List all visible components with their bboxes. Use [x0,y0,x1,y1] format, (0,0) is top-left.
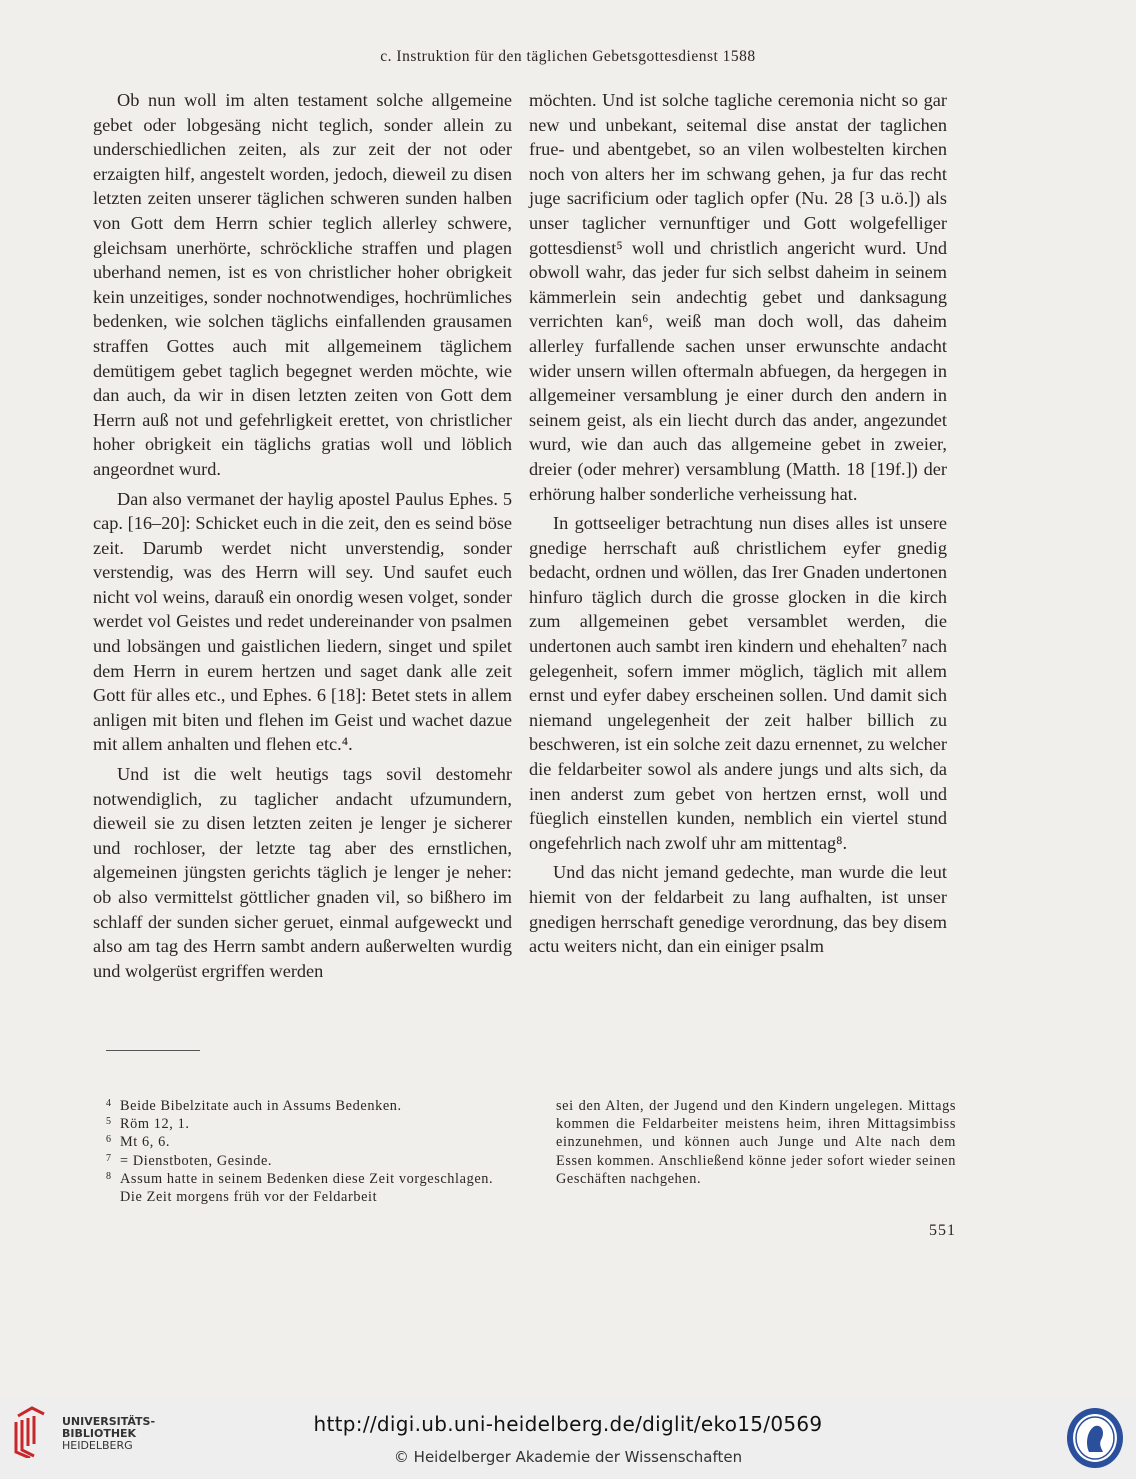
paragraph: Ob nun woll im alten testament solche allgemeine gebet oder lobgesäng nicht teglich, sonder allein zu underschiedlichen zeiten, als zur zeit der not oder erzaigten hilf, angestelt worden, jedoch, dieweil zu disen letzten zeiten unserer täglichen schweren sunden halben von Gott dem Herrn schier teglich allerley schwere, gleichsam unerhörte, schröckliche straffen und plagen uberhand nemen, ist es von christlicher hoher obrigkeit kein unzeitiges, sonder nochnotwendiges, hochrümliches bedenken, wie solchen täglichs einfallenden grausamen straffen Gottes auch mit allgemeinem täglichem demütigem gebet taglich begegnet werden möchte, wie dan auch, da wir in disen letzten zeiten von Gott dem Herrn auß not und gefehrligkeit erettet, von christlicher hoher obrigkeit ein täglichs gratias woll und löblich angeordnet wurd. [93,90,512,479]
paragraph: Und das nicht jemand gedechte, man wurde die leut hiemit von der feldarbeit zu lang aufhalten, ist unser gnedigen herrschaft genedige verordnung, das bey disem actu weiters nicht, dan ein einiger psalm [529,862,947,957]
footnote-text: Assum hatte in seinem Bedenken diese Zeit vorgeschlagen. Die Zeit morgens früh vor der Feldarbeit [120,1170,494,1206]
footnote [106,1115,518,1133]
paragraph: möchten. Und ist solche tagliche ceremonia nicht so gar new und unbekant, seitemal dise anstat der taglichen frue- und abentgebet, so an vilen wolbestelten kirchen noch von alters her im schwang gehen, ja fur das recht juge sacrificium oder taglich opfer (Nu. 28 [3 u.ö.]) als unser taglicher vernunftiger und Gott wolgefelliger gottesdienst⁵ woll und christlich angericht wurd. Und obwoll wahr, das jeder fur sich selbst daheim in seinem kämmerlein sein andechtig gebet und danksagung verrichten kan⁶, weiß man doch woll, das daheim allerley furfallende sachen unser erwunschte andacht wider unsern willen oftermaln abfuegen, da hergegen in allgemeiner versamblung je einer durch den andern in seinem geist, als ein liecht durch das ander, angezundet wurd, wie dan auch das allgemeine gebet in zweier, dreier (oder mehrer) versamblung (Matth. 18 [19f.]) der erhörung halber sonderliche verheissung hat. [529,90,947,504]
footnote [106,1170,518,1206]
footnote-text: Beide Bibelzitate auch in Assums Bedenken. [120,1098,402,1114]
permalink-url[interactable]: http://digi.ub.uni-heidelberg.de/diglit/eko15/0569 [313,1412,823,1436]
footnote-number: 8 [106,1170,112,1182]
footnote-text: = Dienstboten, Gesinde. [120,1152,273,1169]
academy-seal-icon[interactable] [1065,1406,1125,1470]
library-name-line: UNIVERSITÄTS- [62,1415,156,1428]
library-name-line: HEIDELBERG [62,1439,133,1452]
paragraph: Und ist die welt heutigs tags sovil destomehr notwendiglich, zu taglicher andacht ufzumundern, dieweil sie zu disen letzten zeiten je lenger je sicherer und rochloser, der letzte tag aber des ernstlichen, algemeinen jüngsten gerichts täglich je lenger je neher: ob also vermittelst göttlicher gnaden vil, so bißhero im schlaff der sunden sicher geruet, einmal aufgeweckt und also am tag des Herrn sambt andern außerwelten wurdig und wolgerüst ergriffen werden [93,764,512,981]
footnote-text: Mt 6, 6. [120,1134,171,1151]
footnotes-left [106,1097,518,1206]
paragraph: In gottseeliger betrachtung nun dises alles ist unsere gnedige herrschaft auß christlichem eyfer gnedig bedacht, ordnen und wöllen, das Irer Gnaden undertonen hinfuro täglich durch die grosse glocken in die kirch zum allgemeinen gebet versamblet werden, die undertonen auch sambt iren kindern und ehehalten⁷ nach gelegenheit, sofern immer möglich, täglich mit allem ernst und eyfer dabey erscheinen sollen. Und damit sich niemand ungelegenheit der zeit halber billich zu beschweren, ist ein solche zeit dazu ernennet, zu welcher die feldarbeiter sowol als andere jungs und alts sich, da inen anderst zum gebet von hertzen ernst, woll und füeglich einstellen kunden, nemblich ein viertel stund ongefehrlich nach zwolf uhr am mittentag⁸. [529,513,947,853]
footnote-continuation: sei den Alten, der Jugend und den Kindern ungelegen. Mittags kommen die Feldarbeiter meistens heim, ihren Mittagsimbiss einzunehmen, und können auch Junge und Alte nach dem Essen kommen. Anschließend könne jeder sofort wieder seinen Geschäften nachgehen. [556,1098,956,1187]
page-number: 551 [929,1222,956,1239]
footnote-number: 7 [106,1152,112,1164]
library-name-line: BIBLIOTHEK [62,1427,137,1440]
footnote [106,1097,518,1115]
paragraph: Dan also vermanet der haylig apostel Paulus Ephes. 5 cap. [16–20]: Schicket euch in die zeit, den es seind böse zeit. Darumb werdet nicht unverstendig, sonder verstendig, was des Herrn will sey. Und saufet euch nicht vol weins, darauß ein onordig wesen volget, sonder werdet vol Geistes und redet undereinander von psalmen und lobsängen und gaistlichen liedern, singet und spilet dem Herrn in eurem hertzen und saget dank alle zeit Gott für alles etc., und Ephes. 6 [18]: Betet stets in allem anligen mit biten und flehen im Geist und wachet dazue mit allem anhalten und flehen etc.⁴. [93,488,512,755]
running-header: c. Instruktion für den täglichen Gebetsgottesdienst 1588 [380,48,756,65]
right-column [529,88,947,959]
viewer-footer [0,1398,1136,1479]
footnote-number: 4 [106,1098,112,1109]
footnote-number: 5 [106,1116,112,1128]
footnote-text: Röm 12, 1. [120,1116,190,1133]
footnote [106,1152,518,1170]
footnote-divider [106,1050,200,1051]
left-column [93,88,512,983]
copyright-notice: © Heidelberger Akademie der Wissenschaften [393,1448,743,1466]
footnote [106,1133,518,1151]
footnote-number: 6 [106,1134,112,1146]
